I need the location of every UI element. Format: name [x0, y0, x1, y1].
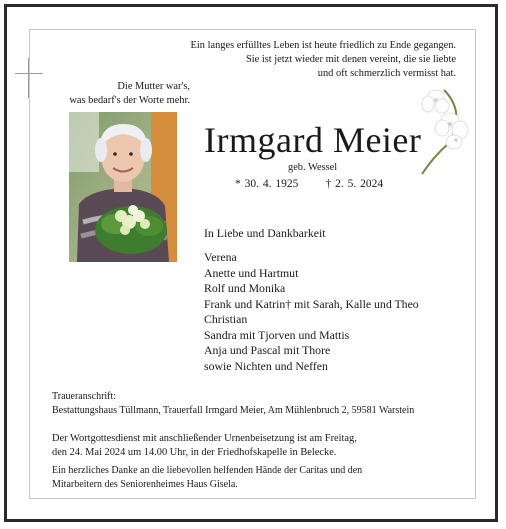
quote-line: und oft schmerzlich vermisst hat. — [317, 68, 456, 79]
thanks-note — [52, 464, 362, 491]
maiden-name: geb. Wessel — [288, 162, 338, 173]
death-date: † 2. 5. 2024 — [325, 178, 384, 190]
address-text: Bestattungshaus Tüllmann, Trauerfall Irmgard Meier, Am Mühlenbruch 2, 59581 Warstein — [52, 404, 415, 416]
life-dates — [235, 178, 383, 190]
quote-line: was bedarf's der Worte mehr. — [69, 95, 190, 106]
list-item: sowie Nichten und Neffen — [204, 358, 328, 373]
orchid-icon — [412, 86, 476, 176]
cross-icon-vertical — [28, 58, 29, 98]
list-item: Anja und Pascal mit Thore — [204, 343, 331, 357]
mother-quote — [40, 80, 190, 108]
thanks-line: Mitarbeitern des Seniorenheimes Haus Gisela. — [52, 478, 238, 490]
list-item: Rolf und Monika — [204, 281, 286, 295]
love-line: In Liebe und Dankbarkeit — [204, 226, 326, 240]
mourning-address — [52, 390, 414, 417]
cross-icon-horizontal — [15, 73, 43, 74]
opening-quote — [116, 39, 456, 81]
service-line: den 24. Mai 2024 um 14.00 Uhr, in der Friedhofskapelle in Belecke. — [52, 447, 337, 458]
thanks-line: Ein herzliches Danke an die liebevollen helfenden Hände der Caritas und den — [52, 465, 363, 476]
service-line: Der Wortgottesdienst mit anschließender Urnenbeisetzung ist am Freitag, — [52, 433, 357, 444]
list-item: Christian — [204, 312, 248, 326]
list-item: Verena — [204, 250, 237, 264]
quote-line: Die Mutter war's, — [117, 81, 190, 92]
address-label: Traueranschrift: — [52, 391, 117, 402]
list-item: Anette und Hartmut — [204, 265, 299, 280]
mourners-list — [204, 250, 419, 374]
quote-line: Sie ist jetzt wieder mit denen vereint, die sie liebte — [245, 54, 456, 65]
portrait-photo — [69, 112, 177, 262]
quote-line: Ein langes erfülltes Leben ist heute friedlich zu Ende gegangen. — [190, 40, 456, 51]
list-item: Frank und Katrin† mit Sarah, Kalle und Theo — [204, 296, 419, 311]
list-item: Sandra mit Tjorven und Mattis — [204, 327, 350, 342]
birth-date: * 30. 4. 1925 — [235, 178, 299, 190]
service-info — [52, 432, 357, 460]
deceased-name: Irmgard Meier — [204, 120, 422, 160]
